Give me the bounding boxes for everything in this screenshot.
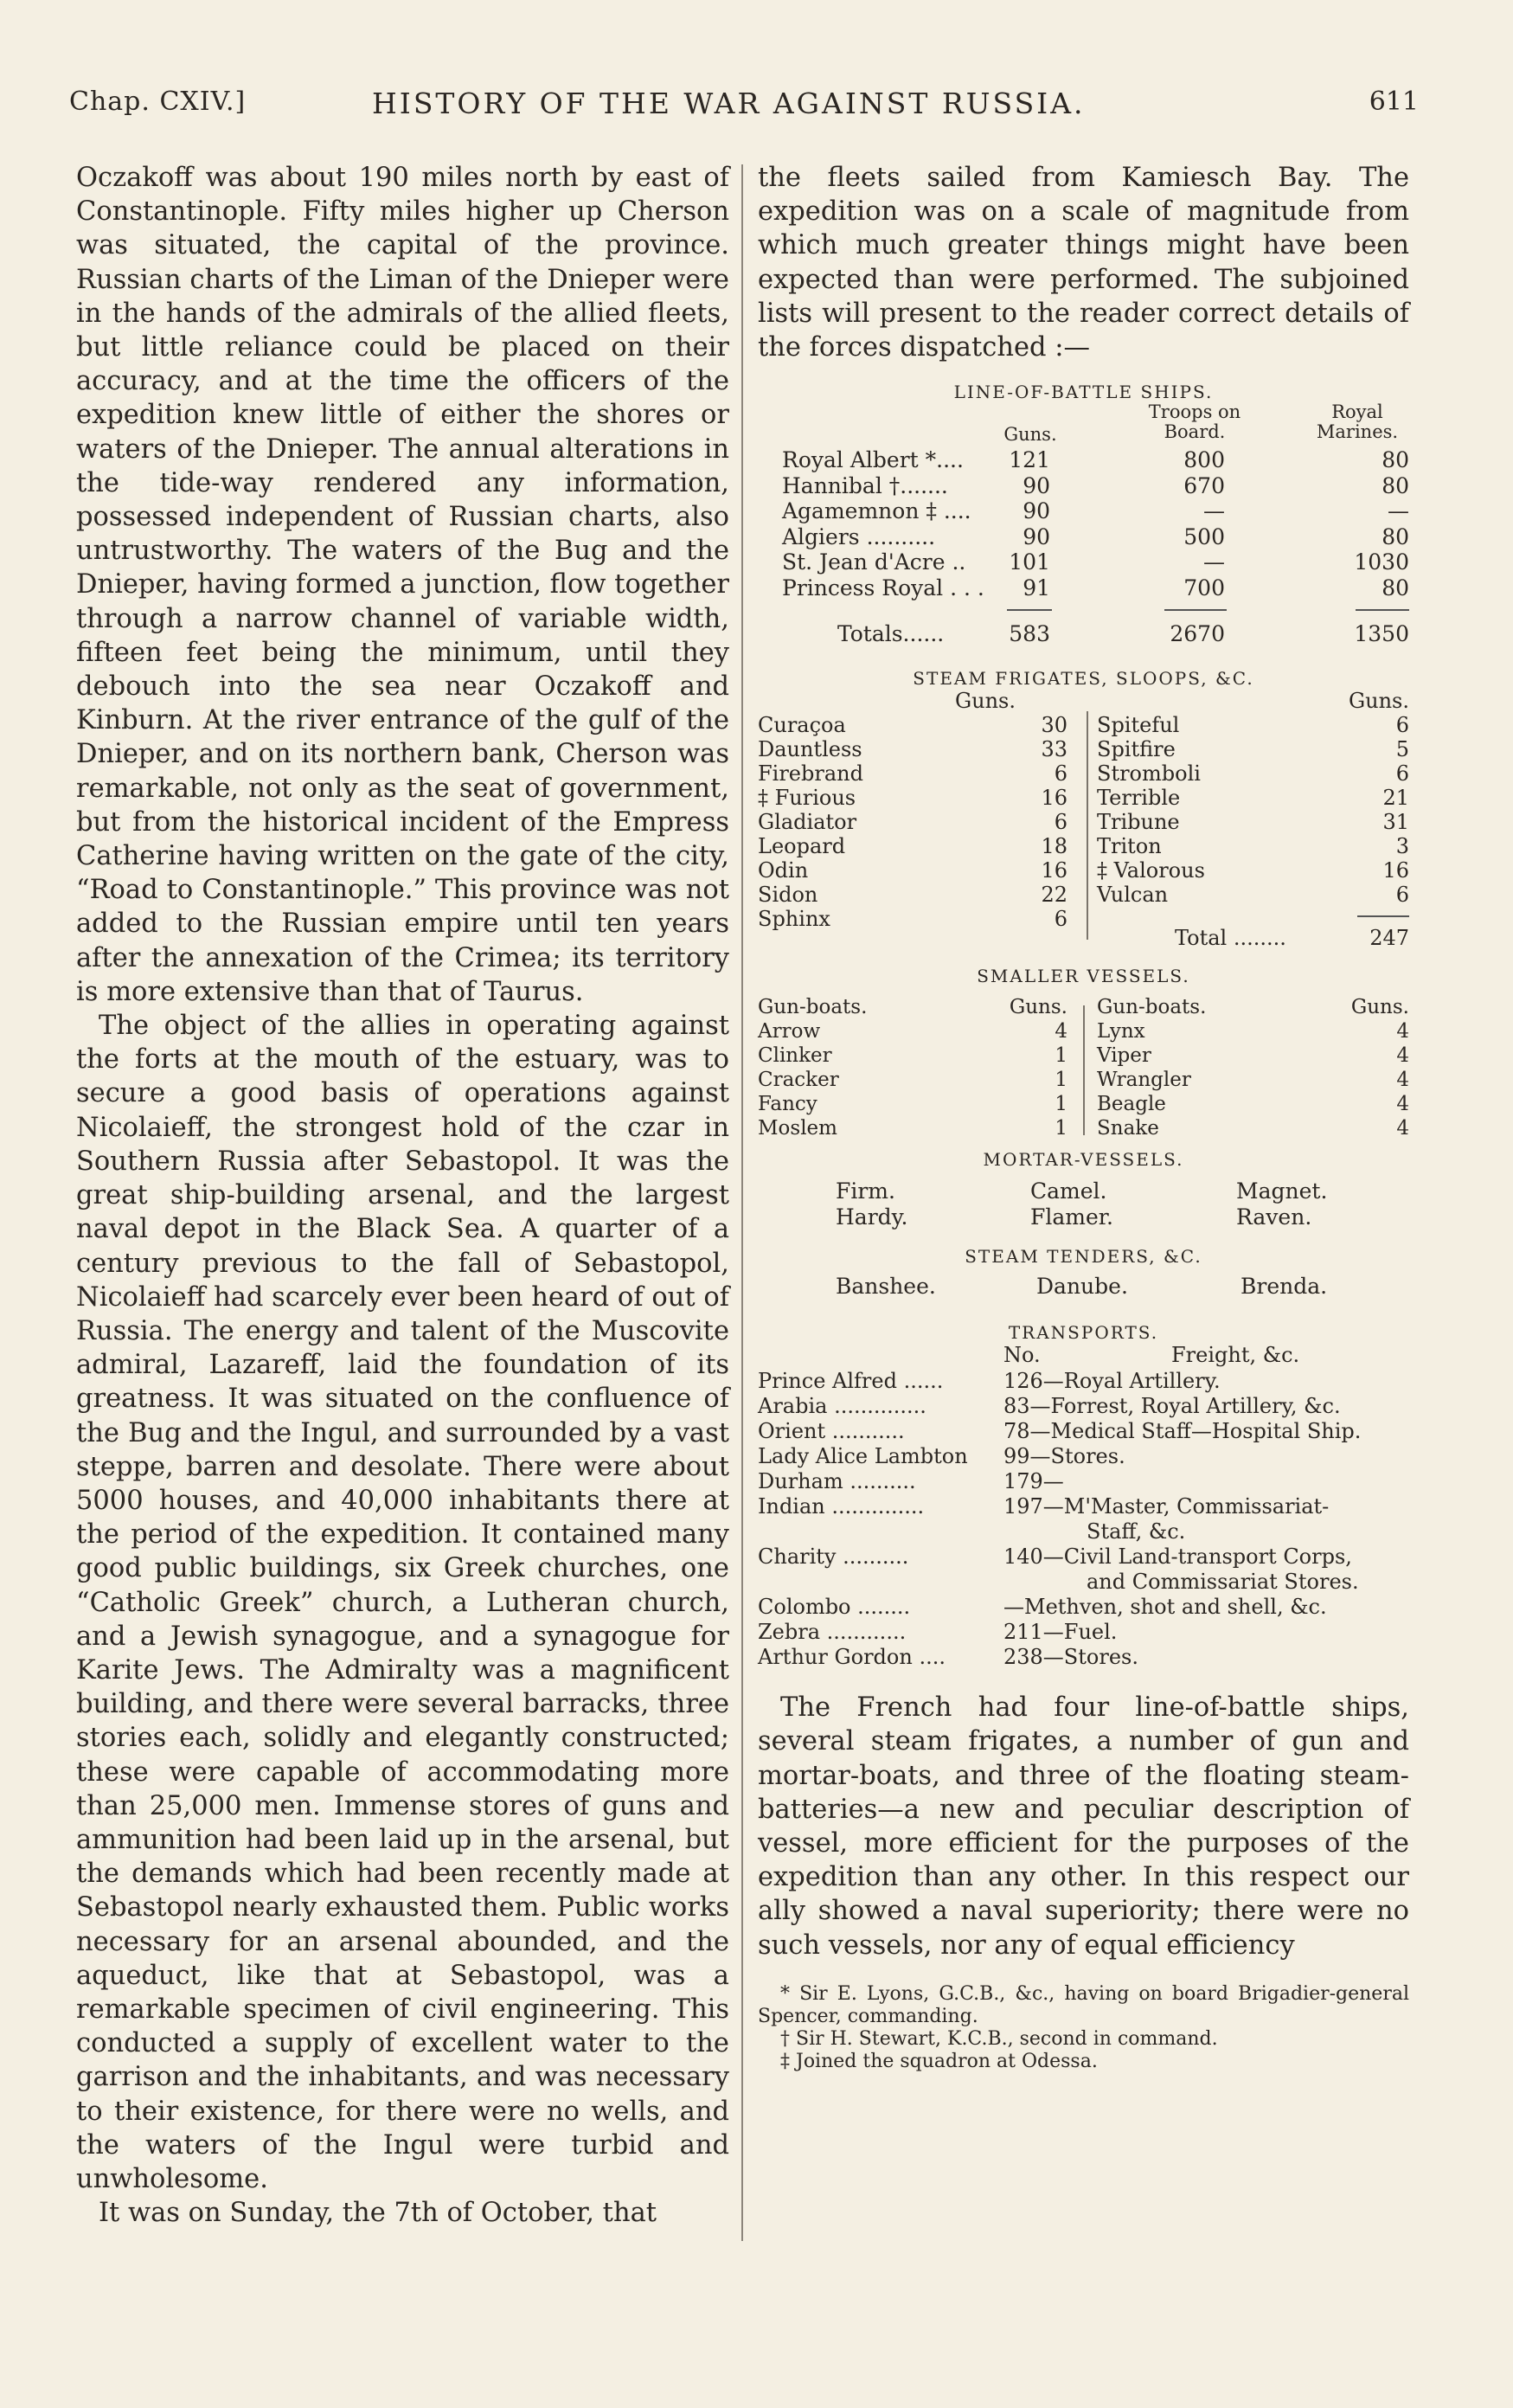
table-row	[758, 1544, 1409, 1570]
list-item	[758, 883, 1067, 907]
ship-guns: 121	[1009, 447, 1050, 473]
smaller-vessels-table	[758, 995, 1409, 1142]
ship-troops: —	[1203, 498, 1225, 524]
table-row	[758, 1645, 1409, 1670]
list-item	[758, 713, 1067, 737]
vessel-guns: 16	[1041, 858, 1067, 883]
vessel-name: Snake	[1097, 1117, 1159, 1140]
transport-freight: 179—	[1003, 1469, 1064, 1494]
footnote: † Sir H. Stewart, K.C.B., second in command.	[780, 2027, 1218, 2050]
ship-marines: 80	[1382, 523, 1409, 549]
line-of-battle-title: LINE-OF-BATTLE SHIPS.	[953, 382, 1214, 403]
vessel-guns: 21	[1382, 786, 1409, 811]
list-item	[758, 810, 1067, 834]
transport-name: Arthur Gordon ....	[758, 1645, 946, 1670]
ship-marines: 80	[1382, 447, 1409, 473]
list-item	[1097, 810, 1409, 834]
table-row	[758, 524, 1409, 550]
ship-troops: 670	[1183, 472, 1225, 498]
ship-guns: 101	[1009, 549, 1050, 575]
totals-label: Totals......	[837, 621, 945, 647]
vessel-name: Terrible	[1097, 786, 1181, 811]
gunboats-right-column	[1097, 995, 1409, 1140]
vessel-guns: 1	[1055, 1069, 1067, 1092]
footnote: * Sir E. Lyons, G.C.B., &c., having on board Brigadier-general Spencer, commanding.	[758, 1982, 1409, 2027]
vessel-name: ‡ Furious	[758, 786, 856, 811]
line-of-battle-header	[758, 402, 1409, 447]
vessel-guns: 4	[1396, 1069, 1409, 1092]
frigates-left-column	[758, 689, 1067, 931]
paragraph-sunday: It was on Sunday, the 7th of October, that	[99, 2198, 657, 2229]
list-item	[1097, 1116, 1409, 1140]
vessel-name: Curaçoa	[758, 713, 846, 738]
transport-freight: 211—Fuel.	[1003, 1620, 1118, 1645]
total-troops: 2670	[1170, 621, 1225, 647]
vessel-guns: 31	[1382, 810, 1409, 835]
gunboats-left-column	[758, 995, 1067, 1140]
ship-name: Algiers ..........	[782, 523, 936, 549]
vessel-guns: 1	[1055, 1117, 1067, 1140]
frigates-total: Total ........ 247	[1175, 926, 1409, 951]
right-column	[758, 161, 1409, 2073]
list-item	[758, 1116, 1067, 1140]
list-item	[758, 1019, 1067, 1043]
transport-name: Colombo ........	[758, 1595, 911, 1620]
table-row	[758, 1369, 1409, 1394]
transport-freight: 140—Civil Land-transport Corps,	[1003, 1544, 1352, 1570]
vessel-guns: 6	[1054, 907, 1067, 932]
transport-freight: and Commissariat Stores.	[1087, 1570, 1359, 1595]
ship-troops: 700	[1183, 575, 1225, 600]
vessel-guns: 6	[1395, 761, 1409, 787]
table-row	[758, 498, 1409, 524]
vessel-name: Wrangler	[1097, 1069, 1191, 1092]
running-title: HISTORY OF THE WAR AGAINST RUSSIA.	[372, 87, 1086, 120]
vessel-guns: 6	[1395, 883, 1409, 908]
table-row	[758, 447, 1409, 473]
ship-name: Agamemnon ‡ ....	[782, 498, 971, 524]
steam-frigates-title: STEAM FRIGATES, SLOOPS, &C.	[913, 668, 1254, 690]
vessel-name: Cracker	[758, 1069, 839, 1092]
table-row	[758, 1394, 1409, 1419]
frigates-right-column	[1097, 689, 1409, 951]
table-row	[758, 575, 1409, 601]
table-row	[758, 1469, 1409, 1494]
mortar-vessel: Firm.	[836, 1178, 895, 1204]
list-item	[1097, 786, 1409, 810]
steam-tender: Banshee.	[836, 1274, 936, 1300]
list-item	[758, 786, 1067, 810]
marines-total-rule	[1356, 609, 1409, 611]
list-item	[1097, 834, 1409, 858]
intro-paragraph: the fleets sailed from Kamiesch Bay. The expedition was on a scale of magnitude from which much greater things might have been expected than were performed. The subjoined lists will present to the reader correct details of the forces dispatched :—	[758, 163, 1409, 363]
frigates-total-rule	[1357, 915, 1409, 917]
vessel-name: Dauntless	[758, 737, 862, 762]
steam-frigates-table	[758, 689, 1409, 966]
list-item	[758, 1092, 1067, 1116]
total-marines: 1350	[1354, 621, 1409, 647]
list-item	[1097, 858, 1409, 883]
ship-name: Royal Albert *....	[782, 447, 964, 473]
mortar-vessel: Raven.	[1236, 1204, 1312, 1230]
list-item	[758, 1043, 1067, 1068]
total-guns: 583	[1009, 621, 1050, 647]
transport-name: Charity ..........	[758, 1544, 909, 1570]
ship-guns: 91	[1023, 575, 1050, 600]
vessel-guns: 16	[1041, 786, 1067, 811]
column-divider	[741, 164, 743, 2241]
steam-tender: Brenda.	[1241, 1274, 1328, 1300]
vessel-name: ‡ Valorous	[1097, 858, 1205, 883]
list-item	[1097, 737, 1409, 761]
vessel-name: Odin	[758, 858, 809, 883]
transport-freight: 197—M'Master, Commissariat-	[1003, 1494, 1330, 1519]
table-row	[758, 1519, 1409, 1544]
vessel-guns: 16	[1382, 858, 1409, 883]
vessel-name: Clinker	[758, 1044, 832, 1068]
mortar-vessel: Flamer.	[1030, 1204, 1113, 1230]
vessel-name: Triton	[1097, 834, 1162, 859]
running-header	[69, 87, 1419, 130]
vessel-name: Beagle	[1097, 1093, 1166, 1116]
vessel-name: Fancy	[758, 1093, 817, 1116]
vessel-guns: 3	[1395, 834, 1409, 859]
list-item	[758, 834, 1067, 858]
ship-marines: —	[1388, 498, 1409, 524]
vessel-guns: 30	[1041, 713, 1067, 738]
table-row	[758, 1419, 1409, 1444]
chapter-label: Chap. CXIV.]	[69, 87, 247, 117]
transports-header	[758, 1343, 1409, 1369]
vessel-guns: 4	[1396, 1044, 1409, 1068]
list-item	[1097, 761, 1409, 786]
vessel-name: Moslem	[758, 1117, 837, 1140]
table-row	[758, 1620, 1409, 1645]
french-paragraph: The French had four line-of-battle ships, several steam frigates, a number of gun and mortar-boats, and three of the floating steam-batteries—a new and peculiar description of vessel, more efficient for the purposes of the expedition than any other. In this respect our ally showed a naval superiority; there were no such vessels, nor any of equal efficiency	[758, 1692, 1409, 1961]
list-item	[1097, 883, 1409, 907]
list-item	[758, 737, 1067, 761]
ship-name: St. Jean d'Acre ..	[782, 549, 966, 575]
transports-table	[758, 1343, 1409, 1670]
mortar-vessel: Camel.	[1030, 1178, 1107, 1204]
vessel-name: Spitfire	[1097, 737, 1176, 762]
vessel-name: Firebrand	[758, 761, 863, 787]
marines-header: Royal Marines.	[1316, 401, 1399, 443]
vessel-name: Leopard	[758, 834, 846, 859]
transports-freight-header: Freight, &c.	[1171, 1343, 1300, 1368]
mortar-vessel: Magnet.	[1236, 1178, 1328, 1204]
vessel-name: Sidon	[758, 883, 818, 908]
transport-freight: 238—Stores.	[1003, 1645, 1138, 1670]
guns-total-rule	[1007, 609, 1052, 611]
gunboats-column-rule	[1083, 1005, 1085, 1135]
vessel-guns: 4	[1396, 1117, 1409, 1140]
vessel-name: Viper	[1097, 1044, 1151, 1068]
ship-marines: 1030	[1354, 549, 1409, 575]
ship-guns: 90	[1023, 523, 1050, 549]
ship-troops: 800	[1183, 447, 1225, 473]
vessel-guns: 1	[1055, 1093, 1067, 1116]
vessel-guns: 33	[1041, 737, 1067, 762]
transport-freight: 99—Stores.	[1003, 1444, 1125, 1469]
vessel-guns: 4	[1055, 1020, 1067, 1043]
ship-guns: 90	[1023, 472, 1050, 498]
list-item	[758, 1068, 1067, 1092]
list-item	[1097, 1068, 1409, 1092]
steam-tenders-title: STEAM TENDERS, &C.	[965, 1246, 1202, 1268]
vessel-guns: 6	[1054, 761, 1067, 787]
transports-title: TRANSPORTS.	[1008, 1322, 1159, 1344]
page-number: 611	[1369, 87, 1419, 117]
vessel-guns: 4	[1396, 1093, 1409, 1116]
transport-name: Arabia ..............	[758, 1394, 926, 1419]
mortar-vessel: Hardy.	[836, 1204, 908, 1230]
gunboats-right-header: Gun-boats. Guns.	[1097, 996, 1409, 1019]
table-row	[758, 473, 1409, 499]
steam-tender: Danube.	[1036, 1274, 1128, 1300]
vessel-name: Gladiator	[758, 810, 857, 835]
vessel-guns: 18	[1041, 834, 1067, 859]
frigates-column-rule	[1087, 711, 1088, 940]
list-item	[1097, 1092, 1409, 1116]
footnote: ‡ Joined the squadron at Odessa.	[780, 2050, 1098, 2072]
transport-freight: —Methven, shot and shell, &c.	[1003, 1595, 1327, 1620]
guns-header: Guns.	[1003, 424, 1057, 446]
vessel-name: Vulcan	[1097, 883, 1169, 908]
line-of-battle-totals	[758, 620, 1409, 649]
vessel-name: Lynx	[1097, 1020, 1145, 1043]
smaller-vessels-title: SMALLER VESSELS.	[977, 966, 1190, 987]
list-item	[758, 907, 1067, 931]
vessel-guns: 22	[1041, 883, 1067, 908]
transport-name: Prince Alfred ......	[758, 1369, 944, 1394]
ship-name: Hannibal †.......	[782, 472, 948, 498]
vessel-guns: 4	[1396, 1020, 1409, 1043]
transport-freight: 78—Medical Staff—Hospital Ship.	[1003, 1419, 1362, 1444]
ship-marines: 80	[1382, 472, 1409, 498]
footnotes	[758, 1983, 1409, 2073]
ship-marines: 80	[1382, 575, 1409, 600]
table-row	[758, 549, 1409, 575]
transport-freight: 83—Forrest, Royal Artillery, &c.	[1003, 1394, 1341, 1419]
paragraph-oczakoff: Oczakoff was about 190 miles north by east of Constantinople. Fifty miles higher up Cherson was situated, the capital of the province. Russian charts of the Liman of the Dnieper were in the hands of the admirals of the allied fleets, but little reliance could be placed on their accuracy, and at the time the officers of the expedition knew little of either the shores or waters of the Dnieper. The annual alterations in the tide-way rendered any information, possessed independent of Russian charts, also untrustworthy. The waters of the Bug and the Dnieper, having formed a junction, flow together through a narrow channel of variable width, fifteen feet being the minimum, until they debouch into the sea near Oczakoff and Kinburn. At the river entrance of the gulf of the Dnieper, and on its northern bank, Cherson was remarkable, not only as the seat of government, but from the historical incident of the Empress Catherine having written on the gate of the city, “Road to Constantinople.” This province was not added to the Russian empire until ten years after the annexation of the Crimea; its territory is more extensive than that of Taurus.	[76, 163, 729, 1007]
list-item	[1097, 1043, 1409, 1068]
frigates-right-guns-label: Guns.	[1348, 689, 1409, 714]
vessel-name: Spiteful	[1097, 713, 1180, 738]
vessel-guns: 5	[1395, 737, 1409, 762]
list-item	[758, 761, 1067, 786]
ship-guns: 90	[1023, 498, 1050, 524]
transport-name: Zebra ............	[758, 1620, 907, 1645]
table-row	[758, 1595, 1409, 1620]
mortar-vessels-title: MORTAR-VESSELS.	[983, 1149, 1184, 1171]
vessel-guns: 6	[1395, 713, 1409, 738]
ship-troops: 500	[1183, 523, 1225, 549]
transport-name: Durham ..........	[758, 1469, 916, 1494]
vessel-name: Stromboli	[1097, 761, 1201, 787]
steam-tenders-list	[758, 1274, 1409, 1308]
vessel-name: Tribune	[1097, 810, 1180, 835]
troops-header: Troops on Board.	[1148, 401, 1241, 443]
ship-name: Princess Royal . . .	[782, 575, 984, 600]
paragraph-nicolaieff: The object of the allies in operating against the forts at the mouth of the estuary, was to secure a good basis of operations against Nicolaieff, the strongest hold of the czar in Southern Russia after Sebastopol. It was the great ship-building arsenal, and the largest naval depot in the Black Sea. A quarter of a century previous to the fall of Sebastopol, Nicolaieff had scarcely ever been heard of out of Russia. The energy and talent of the Muscovite admiral, Lazareff, laid the foundation of its greatness. It was situated on the confluence of the Bug and the Ingul, and surrounded by a vast steppe, barren and desolate. There were about 5000 houses, and 40,000 inhabitants there at the period of the expedition. It contained many good public buildings, six Greek churches, one “Catholic Greek” church, a Lutheran church, and a Jewish synagogue, and a synagogue for Karite Jews. The Admiralty was a magnificent building, and there were several barracks, three stories each, solidly and elegantly constructed; these were capable of accommodating more than 25,000 men. Immense stores of guns and ammunition had been laid up in the arsenal, but the demands which had been recently made at Sebastopol nearly exhausted them. Public works necessary for an arsenal abounded, and the aqueduct, like that at Sebastopol, was a remarkable specimen of civil engineering. This conducted a supply of excellent water to the garrison and the inhabitants, and was necessary to their existence, for there were no wells, and the waters of the Ingul were turbid and unwholesome.	[76, 1011, 729, 2194]
mortar-vessels-list	[758, 1178, 1409, 1234]
vessel-name: Arrow	[758, 1020, 821, 1043]
transport-freight: Staff, &c.	[1087, 1519, 1186, 1544]
frigates-left-guns-label: Guns.	[954, 689, 1016, 714]
left-column	[76, 161, 729, 2230]
line-of-battle-table	[758, 402, 1409, 649]
gunboats-left-header: Gun-boats. Guns.	[758, 996, 1067, 1019]
table-row	[758, 1494, 1409, 1519]
vessel-guns: 6	[1054, 810, 1067, 835]
transport-name: Indian ..............	[758, 1494, 925, 1519]
table-row	[758, 1444, 1409, 1469]
vessel-guns: 1	[1055, 1044, 1067, 1068]
list-item	[758, 858, 1067, 883]
list-item	[1097, 713, 1409, 737]
table-row	[758, 1570, 1409, 1595]
transport-name: Lady Alice Lambton	[758, 1444, 968, 1469]
transport-name: Orient ...........	[758, 1419, 905, 1444]
list-item	[1097, 1019, 1409, 1043]
troops-total-rule	[1164, 609, 1227, 611]
vessel-name: Sphinx	[758, 907, 830, 932]
transports-no-header: No.	[1003, 1343, 1041, 1368]
ship-troops: —	[1203, 549, 1225, 575]
transport-freight: 126—Royal Artillery.	[1003, 1369, 1221, 1394]
